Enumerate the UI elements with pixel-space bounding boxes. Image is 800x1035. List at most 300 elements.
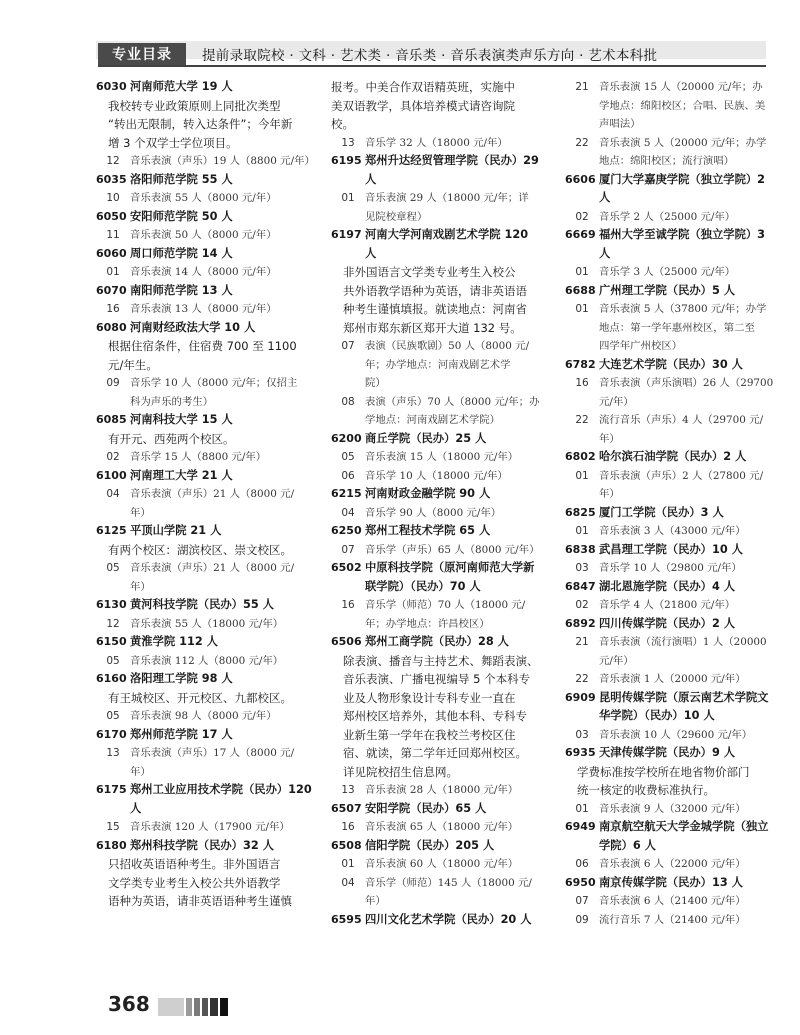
school-name-line: 南京传媒学院（民办）13 人 xyxy=(599,875,743,889)
column-2 xyxy=(331,78,561,929)
major-detail-line: 年） xyxy=(599,488,620,500)
major-entry xyxy=(96,374,328,411)
note-line: 共外语教学语种为英语，请非英语语 xyxy=(343,283,527,298)
school-code: 6200 xyxy=(331,431,362,445)
school-name xyxy=(365,559,561,596)
school-code: 6935 xyxy=(565,746,596,759)
note-line: 业新生第一学年在我校兰考校区住 xyxy=(343,727,516,742)
school-code: 6030 xyxy=(96,80,127,93)
school-name xyxy=(365,430,561,449)
column-3 xyxy=(565,78,783,929)
major-detail-line: 四学年广州校区） xyxy=(599,340,683,352)
school-entry xyxy=(331,633,561,652)
major-code: 02 xyxy=(575,210,589,223)
school-name-line: 河南财经政法大学 10 人 xyxy=(130,320,256,334)
school-name xyxy=(599,541,783,560)
major-code: 16 xyxy=(575,377,589,389)
major-detail-line: 音乐表演 9 人（32000 元/年） xyxy=(599,802,746,815)
note-line: 文学类专业考生入校公共外语教学 xyxy=(108,875,281,890)
major-detail xyxy=(130,652,328,671)
school-name-line: 学院）6 人 xyxy=(599,838,656,852)
major-code: 01 xyxy=(341,858,355,870)
school-entry xyxy=(565,689,783,726)
school-code: 6688 xyxy=(565,283,596,297)
major-detail xyxy=(599,726,783,745)
school-entry xyxy=(96,411,328,430)
note-line: 详见院校招生信息网。 xyxy=(343,764,458,779)
major-entry xyxy=(565,559,783,578)
major-detail xyxy=(599,134,783,171)
major-detail-line: 音乐表演 14 人（8000 元/年） xyxy=(130,266,277,278)
school-note xyxy=(108,689,328,708)
major-detail-line: 年；办学地点：河南戏剧艺术学 xyxy=(365,358,511,371)
major-entry xyxy=(565,467,783,504)
major-entry xyxy=(331,818,561,837)
major-code: 13 xyxy=(341,136,355,149)
major-code: 12 xyxy=(106,617,120,630)
school-code: 6050 xyxy=(96,209,127,223)
major-detail xyxy=(130,448,328,467)
major-detail xyxy=(365,134,561,153)
school-code: 6175 xyxy=(96,783,127,796)
major-detail-line: 地点：绵阳校区；流行演唱） xyxy=(599,155,735,167)
major-detail-line: 音乐表演 28 人（18000 元/年） xyxy=(365,784,519,796)
major-entry xyxy=(565,892,783,911)
school-note xyxy=(331,78,561,134)
major-detail-line: 年） xyxy=(599,432,620,445)
deco-bar xyxy=(202,998,208,1016)
major-detail xyxy=(599,559,783,578)
major-code: 05 xyxy=(341,451,355,463)
school-entry xyxy=(96,282,328,301)
school-entry xyxy=(96,319,328,338)
note-line: 美双语教学，具体培养模式请咨询院 xyxy=(331,98,515,113)
major-detail xyxy=(130,559,328,596)
major-detail-line: 音乐表演 6 人（22000 元/年） xyxy=(599,858,746,870)
major-entry xyxy=(331,189,561,226)
deco-bar xyxy=(186,998,192,1016)
school-name xyxy=(365,152,561,189)
school-name xyxy=(130,781,328,818)
note-line: 种考生谨慎填报。就读地点：河南省 xyxy=(343,302,527,316)
school-name-line: 华学院）（民办）10 人 xyxy=(599,709,715,722)
major-detail xyxy=(599,911,783,930)
major-entry xyxy=(331,393,561,430)
major-detail-line: 音乐表演（声乐）21 人（8000 元/ xyxy=(130,488,295,500)
school-code: 6782 xyxy=(565,357,596,371)
school-code: 6502 xyxy=(331,561,362,574)
major-code: 01 xyxy=(575,469,589,482)
major-entry xyxy=(331,134,561,153)
major-code: 03 xyxy=(575,562,589,574)
note-line: 郑州校区培养外，其他本科、专科专 xyxy=(343,709,527,723)
major-detail-line: 音乐表演（声乐演唱）26 人（29700 xyxy=(599,377,774,389)
major-entry xyxy=(565,855,783,874)
school-note xyxy=(343,652,561,782)
school-name xyxy=(599,744,783,763)
school-entry xyxy=(565,226,783,263)
major-detail-line: 音乐表演 13 人（8000 元/年） xyxy=(130,303,277,315)
school-name xyxy=(599,874,783,893)
school-code: 6825 xyxy=(565,505,596,519)
school-name-line: 湖北恩施学院（民办）4 人 xyxy=(599,579,736,593)
section-label: 专业目录 xyxy=(98,43,186,65)
major-detail-line: 音乐表演 5 人（20000 元/年；办学 xyxy=(599,136,767,149)
major-entry xyxy=(565,263,783,282)
major-entry xyxy=(96,485,328,522)
major-entry xyxy=(565,374,783,411)
major-detail-line: 音乐表演 3 人（43000 元/年） xyxy=(599,525,746,537)
major-detail-line: 学地点：河南戏剧艺术学院） xyxy=(365,414,501,426)
major-code: 02 xyxy=(106,451,120,463)
school-name xyxy=(130,670,328,689)
school-name-line: 厦门大学嘉庚学院（独立学院）2 xyxy=(599,172,766,186)
major-entry xyxy=(96,152,328,171)
major-detail xyxy=(599,522,783,541)
school-name-line: 河南大学河南戏剧艺术学院 120 xyxy=(365,228,529,241)
major-detail-line: 音乐表演 15 人（20000 元/年；办 xyxy=(599,81,763,93)
major-entry xyxy=(565,911,783,930)
school-code: 6100 xyxy=(96,468,127,482)
school-entry xyxy=(331,911,561,930)
school-name-line: 安阳学院（民办）65 人 xyxy=(365,801,487,815)
school-entry xyxy=(331,226,561,263)
major-detail-line: 音乐学（师范）70 人（18000 元/ xyxy=(365,599,526,611)
school-name-line: 人 xyxy=(365,172,377,186)
school-code: 6595 xyxy=(331,912,362,926)
major-detail-line: 年；办学地点：许昌校区） xyxy=(365,617,490,630)
major-code: 10 xyxy=(106,192,120,204)
school-code: 6170 xyxy=(96,727,127,741)
school-code: 6847 xyxy=(565,579,596,593)
note-line: 报考。中美合作双语精英班，实施中 xyxy=(331,80,515,94)
school-entry xyxy=(96,78,328,97)
school-name xyxy=(599,282,783,301)
school-name-line: 人 xyxy=(130,801,142,815)
major-entry xyxy=(96,300,328,319)
school-entry xyxy=(96,726,328,745)
major-detail-line: 音乐学 4 人（21800 元/年） xyxy=(599,599,736,611)
major-entry xyxy=(565,411,783,448)
major-detail-line: 音乐学（师范）145 人（18000 元/ xyxy=(365,876,532,889)
school-name-line: 昆明传媒学院（原云南艺术学院文 xyxy=(599,690,769,704)
school-code: 6035 xyxy=(96,172,127,186)
major-detail-line: 音乐表演 60 人（18000 元/年） xyxy=(365,858,519,870)
note-line: 统一核定的收费标准执行。 xyxy=(577,783,715,797)
major-detail-line: 音乐表演 55 人（18000 元/年） xyxy=(130,617,284,630)
major-detail xyxy=(365,393,561,430)
major-detail-line: 声唱法） xyxy=(599,118,641,130)
note-line: 非外国语言文学类专业考生入校公 xyxy=(343,265,516,279)
major-detail xyxy=(365,596,561,633)
major-detail xyxy=(599,208,783,227)
major-entry xyxy=(96,226,328,245)
major-code: 13 xyxy=(106,747,120,759)
school-entry xyxy=(331,837,561,856)
school-entry xyxy=(565,874,783,893)
school-note xyxy=(108,541,328,560)
school-code: 6130 xyxy=(96,598,127,611)
school-name xyxy=(365,911,561,930)
school-name-line: 郑州工商学院（民办）28 人 xyxy=(365,635,509,648)
school-name-line: 商丘学院（民办）25 人 xyxy=(365,431,487,445)
major-detail-line: 音乐表演 112 人（8000 元/年） xyxy=(130,654,284,667)
school-name-line: 河南师范大学 19 人 xyxy=(130,80,233,93)
major-entry xyxy=(331,596,561,633)
major-entry xyxy=(331,448,561,467)
school-name xyxy=(130,171,328,190)
school-name xyxy=(130,837,328,856)
major-detail-line: 表演（民族歌剧）50 人（8000 元/ xyxy=(365,340,530,352)
major-entry xyxy=(565,670,783,689)
major-entry xyxy=(565,596,783,615)
note-line: 郑州市郑东新区郑开大道 132 号。 xyxy=(343,320,522,335)
school-name-line: 天津传媒学院（民办）9 人 xyxy=(599,746,736,759)
major-entry xyxy=(331,467,561,486)
school-name xyxy=(130,78,328,97)
major-detail xyxy=(365,337,561,393)
major-detail xyxy=(365,874,561,911)
major-code: 16 xyxy=(341,821,355,833)
school-note xyxy=(577,763,783,800)
major-detail xyxy=(130,707,328,726)
major-detail xyxy=(365,541,561,560)
note-line: 有开元、西苑两个校区。 xyxy=(108,431,235,446)
major-detail-line: 音乐学 2 人（25000 元/年） xyxy=(599,210,736,223)
school-note xyxy=(108,97,328,153)
school-entry xyxy=(565,578,783,597)
school-entry xyxy=(565,744,783,763)
school-name xyxy=(365,800,561,819)
school-note xyxy=(108,337,328,374)
school-name xyxy=(130,208,328,227)
major-entry xyxy=(331,874,561,911)
school-note xyxy=(108,855,328,911)
major-detail xyxy=(365,467,561,486)
school-code: 6507 xyxy=(331,801,362,815)
major-detail-line: 音乐学 32 人（18000 元/年） xyxy=(365,136,508,149)
school-entry xyxy=(96,522,328,541)
major-entry xyxy=(331,541,561,560)
note-line: 校。 xyxy=(331,117,354,131)
school-code: 6070 xyxy=(96,283,127,297)
deco-bar xyxy=(158,998,184,1016)
major-entry xyxy=(565,726,783,745)
major-code: 07 xyxy=(575,895,589,907)
major-code: 04 xyxy=(106,488,120,500)
major-detail xyxy=(130,818,328,837)
major-code: 09 xyxy=(106,377,120,389)
major-detail-line: 音乐表演 98 人（8000 元/年） xyxy=(130,710,277,722)
major-detail xyxy=(599,411,783,448)
school-name-line: 联学院）（民办）70 人 xyxy=(365,579,481,593)
school-name xyxy=(365,226,561,263)
major-detail-line: 音乐表演 50 人（8000 元/年） xyxy=(130,229,277,241)
note-line: 学费标准按学校所在地省物价部门 xyxy=(577,764,750,779)
school-entry xyxy=(96,171,328,190)
major-code: 15 xyxy=(106,821,120,833)
major-entry xyxy=(96,707,328,726)
major-detail-line: 音乐表演 65 人（18000 元/年） xyxy=(365,821,519,833)
note-line: 元/年生。 xyxy=(108,357,158,372)
major-detail-line: 音乐表演（声乐）21 人（8000 元/ xyxy=(130,562,295,574)
major-code: 02 xyxy=(575,599,589,611)
school-entry xyxy=(331,800,561,819)
note-line: 有两个校区：湖滨校区、崇文校区。 xyxy=(108,542,292,557)
school-name-line: 中原科技学院（原河南师范大学新 xyxy=(365,561,535,574)
school-name-line: 郑州工程技术学院 65 人 xyxy=(365,524,491,537)
major-detail xyxy=(599,596,783,615)
school-entry xyxy=(96,467,328,486)
school-name xyxy=(130,633,328,652)
major-code: 01 xyxy=(575,525,589,537)
note-line: 根据住宿条件，住宿费 700 至 1100 xyxy=(108,339,297,353)
school-code: 6080 xyxy=(96,320,127,334)
school-name xyxy=(599,818,783,855)
major-code: 22 xyxy=(575,673,589,685)
school-code: 6669 xyxy=(565,228,596,241)
school-name xyxy=(130,467,328,486)
major-code: 16 xyxy=(341,599,355,611)
note-line: “转出无限制，转入达条件”；今年新 xyxy=(108,117,293,131)
note-line: 有王城校区、开元校区、九都校区。 xyxy=(108,690,292,705)
major-entry xyxy=(96,744,328,781)
school-name xyxy=(130,282,328,301)
major-detail-line: 科为声乐的考生） xyxy=(130,395,214,408)
school-code: 6125 xyxy=(96,524,127,537)
deco-bar xyxy=(220,998,228,1016)
note-line: 宿、就读，第二学年迁回郑州校区。 xyxy=(343,746,527,760)
school-name-line: 南京航空航天大学金城学院（独立 xyxy=(599,820,769,833)
major-detail xyxy=(130,189,328,208)
major-detail xyxy=(130,152,328,171)
school-code: 6150 xyxy=(96,635,127,648)
school-name-line: 人 xyxy=(599,246,611,260)
school-name xyxy=(599,504,783,523)
major-entry xyxy=(331,781,561,800)
major-code: 06 xyxy=(575,858,589,870)
page-number: 368 xyxy=(108,992,150,1016)
major-detail xyxy=(365,448,561,467)
school-name-line: 广州理工学院（民办）5 人 xyxy=(599,283,736,297)
major-detail xyxy=(130,744,328,781)
major-detail-line: 流行音乐 7 人（21400 元/年） xyxy=(599,913,746,926)
note-line: 语种为英语，请非英语语种考生谨慎 xyxy=(108,894,292,908)
major-detail-line: 音乐学 15 人（8800 元/年） xyxy=(130,451,267,463)
school-name-line: 河南科技大学 15 人 xyxy=(130,413,233,426)
major-detail xyxy=(130,300,328,319)
major-detail-line: 流行音乐（声乐）4 人（29700 元/ xyxy=(599,414,764,426)
school-name-line: 信阳学院（民办）205 人 xyxy=(365,838,495,852)
major-code: 22 xyxy=(575,414,589,426)
school-entry xyxy=(565,818,783,855)
major-entry xyxy=(565,300,783,356)
major-detail xyxy=(365,189,561,226)
school-name-line: 河南财政金融学院 90 人 xyxy=(365,487,491,500)
header-rule xyxy=(98,65,766,67)
note-line: 音乐表演、广播电视编导 5 个本科专 xyxy=(343,672,531,686)
note-line: 增 3 个双学士学位项目。 xyxy=(108,135,238,150)
school-name-line: 黄淮学院 112 人 xyxy=(130,635,218,648)
school-name xyxy=(599,226,783,263)
major-entry xyxy=(565,800,783,819)
major-detail-line: 音乐表演 120 人（17900 元/年） xyxy=(130,821,290,833)
school-name xyxy=(365,485,561,504)
major-entry xyxy=(565,522,783,541)
major-detail-line: 年） xyxy=(130,506,151,519)
major-code: 16 xyxy=(106,303,120,315)
school-code: 6506 xyxy=(331,635,362,648)
school-entry xyxy=(565,282,783,301)
major-code: 22 xyxy=(575,136,589,149)
major-detail-line: 音乐表演 5 人（37800 元/年；办学 xyxy=(599,303,767,315)
major-detail xyxy=(599,670,783,689)
deco-bar xyxy=(194,998,200,1016)
major-code: 09 xyxy=(575,913,589,926)
school-code: 6085 xyxy=(96,413,127,426)
school-name-line: 郑州科技学院（民办）32 人 xyxy=(130,838,274,852)
major-detail-line: 年） xyxy=(130,580,151,593)
major-code: 01 xyxy=(575,303,589,315)
major-code: 06 xyxy=(341,469,355,482)
major-detail-line: 元/年） xyxy=(599,395,634,408)
major-detail xyxy=(599,263,783,282)
school-entry xyxy=(331,152,561,189)
school-entry xyxy=(331,522,561,541)
school-entry xyxy=(96,596,328,615)
school-name-line: 四川传媒学院（民办）2 人 xyxy=(599,616,736,630)
major-detail-line: 表演（声乐）70 人（8000 元/年；办 xyxy=(365,395,540,408)
school-name-line: 南阳师范学院 13 人 xyxy=(130,283,233,297)
school-code: 6195 xyxy=(331,154,362,167)
school-name xyxy=(130,245,328,264)
note-line: 除表演、播音与主持艺术、舞蹈表演、 xyxy=(343,653,539,668)
page-decoration-bars xyxy=(158,998,230,1016)
major-detail-line: 音乐表演 1 人（20000 元/年） xyxy=(599,673,746,685)
note-line: 业及人物形象设计专科专业一直在 xyxy=(343,690,516,705)
major-detail xyxy=(599,892,783,911)
school-entry xyxy=(331,485,561,504)
school-code: 6838 xyxy=(565,542,596,556)
major-detail xyxy=(365,781,561,800)
school-name xyxy=(130,726,328,745)
school-entry xyxy=(96,670,328,689)
school-entry xyxy=(565,448,783,467)
school-entry xyxy=(565,541,783,560)
major-detail-line: 音乐表演（声乐）2 人（27800 元/ xyxy=(599,469,764,482)
school-name-line: 大连艺术学院（民办）30 人 xyxy=(599,357,743,371)
major-code: 05 xyxy=(106,562,120,574)
major-detail xyxy=(599,78,783,134)
major-detail xyxy=(599,467,783,504)
school-code: 6197 xyxy=(331,228,362,241)
school-code: 6949 xyxy=(565,820,596,833)
school-code: 6508 xyxy=(331,838,362,852)
major-detail-line: 学地点：绵阳校区；合唱、民族、美 xyxy=(599,99,766,112)
school-entry xyxy=(565,615,783,634)
school-name xyxy=(130,596,328,615)
major-entry xyxy=(331,855,561,874)
major-detail-line: 院） xyxy=(365,377,386,389)
major-detail-line: 音乐表演 6 人（21400 元/年） xyxy=(599,895,746,907)
school-code: 6606 xyxy=(565,172,596,186)
major-entry xyxy=(331,504,561,523)
major-detail xyxy=(130,226,328,245)
note-line: 只招收英语语种考生。非外国语言 xyxy=(108,857,281,871)
major-detail-line: 音乐表演（流行演唱）1 人（20000 xyxy=(599,636,767,648)
school-code: 6180 xyxy=(96,838,127,852)
major-code: 04 xyxy=(341,876,355,889)
